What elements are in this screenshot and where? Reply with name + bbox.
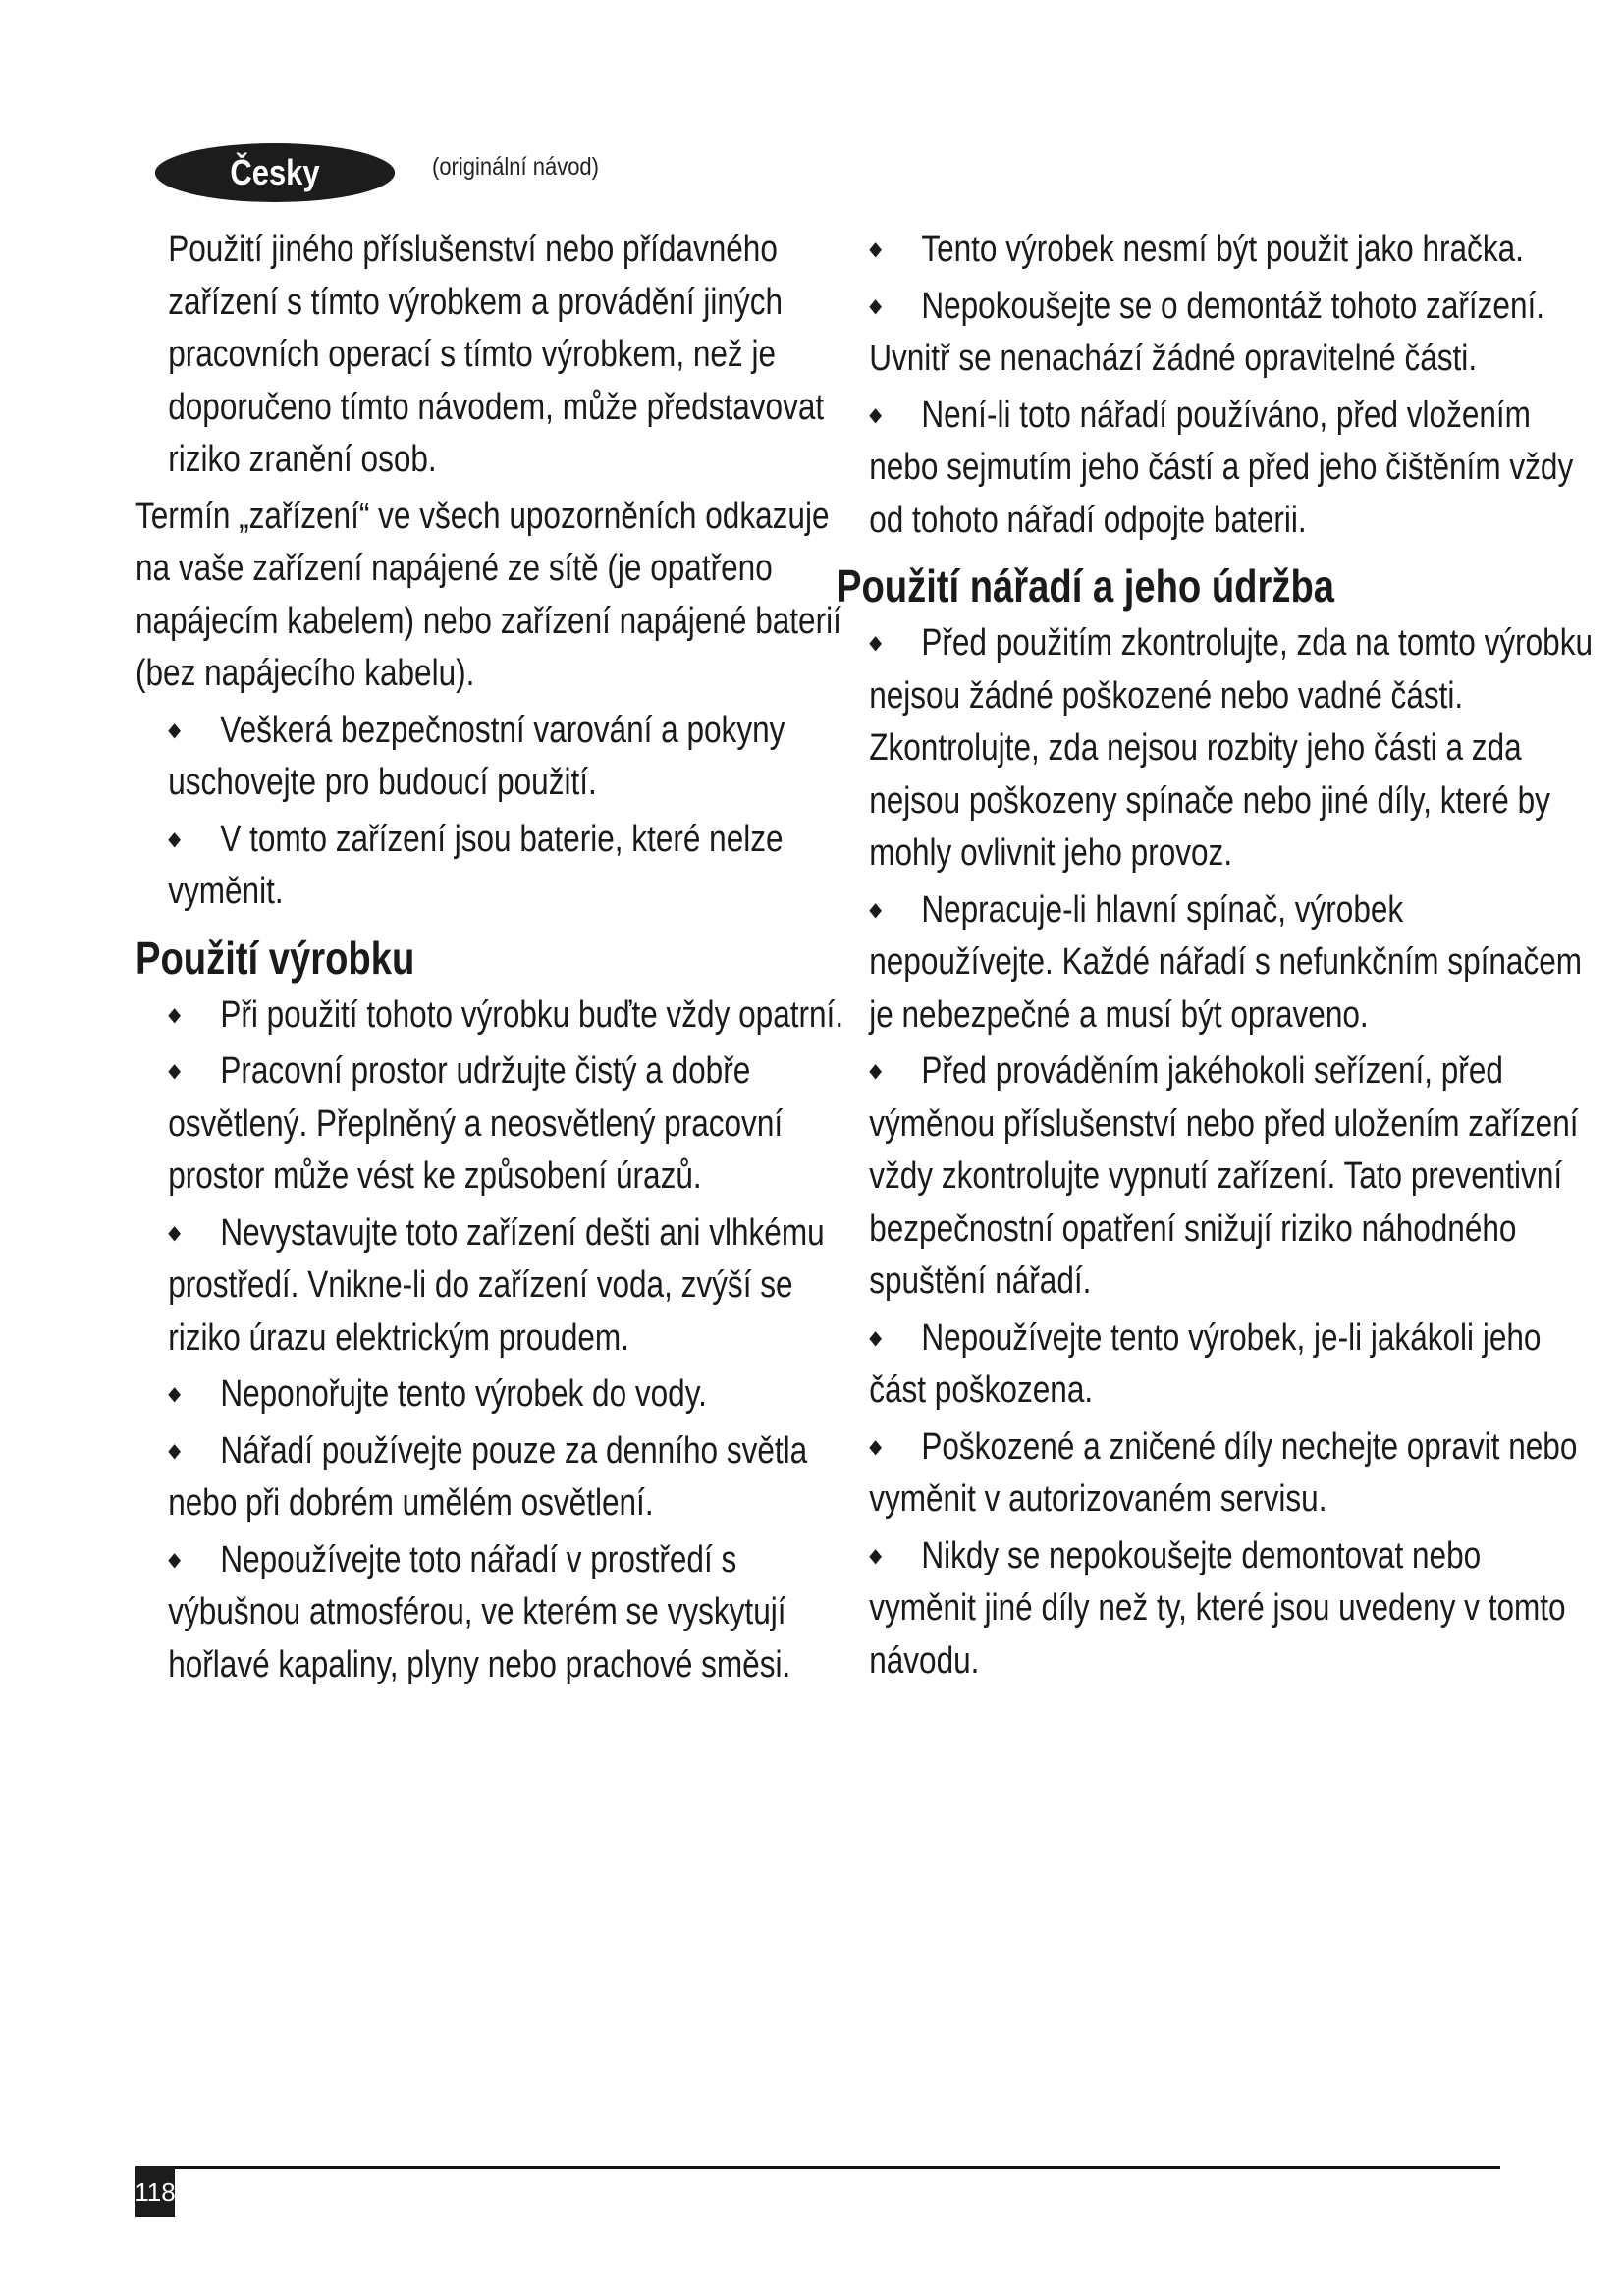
list-item: ◆ Nikdy se nepokoušejte demontovat nebo vyměnit jiné díly než ty, které jsou uvedeny v tomto návodu. [837, 1530, 1595, 1688]
right-column [837, 224, 1595, 1691]
diamond-bullet-icon: ◆ [869, 898, 882, 921]
page-number: 118 [135, 2166, 175, 2217]
list-item: ◆ Před prováděním jakéhokoli seřízení, před výměnou příslušenství nebo před uložením zařízení vždy zkontrolujte vypnutí zařízení. Tato preventivní bezpečnostní opatření snižují riziko náhodného spuštění nářadí. [837, 1045, 1595, 1308]
language-badge [155, 143, 395, 202]
diamond-bullet-icon: ◆ [168, 828, 181, 850]
diamond-bullet-icon: ◆ [869, 403, 882, 426]
list-item: ◆ Veškerá bezpečnostní varování a pokyny uschovejte pro budoucí použití. [135, 705, 844, 810]
term-paragraph: Termín „zařízení“ ve všech upozorněních odkazuje na vaše zařízení napájené ze sítě (je opatřeno napájecím kabelem) nebo zařízení napájené baterií (bez napájecího kabelu). [135, 495, 841, 694]
list-item: ◆ Tento výrobek nesmí být použit jako hračka. [837, 224, 1595, 277]
diamond-bullet-icon: ◆ [869, 1544, 882, 1567]
diamond-bullet-icon: ◆ [168, 1548, 181, 1571]
diamond-bullet-icon: ◆ [869, 294, 882, 317]
diamond-bullet-icon: ◆ [869, 1060, 882, 1082]
list-item: ◆ Nepoužívejte toto nářadí v prostředí s výbušnou atmosférou, ve kterém se vyskytují hořlavé kapaliny, plyny nebo prachové směsi. [135, 1534, 844, 1692]
diamond-bullet-icon: ◆ [168, 1060, 181, 1082]
list-item: ◆ Při použití tohoto výrobku buďte vždy opatrní. [135, 989, 844, 1042]
intro-paragraph: Použití jiného příslušenství nebo přídavného zařízení s tímto výrobkem a provádění jiných pracovních operací s tímto výrobkem, než je doporučeno tímto návodem, může představovat riziko zranění osob. [168, 229, 825, 480]
list-item: ◆ Není-li toto nářadí používáno, před vložením nebo sejmutím jeho částí a před jeho čištěním vždy od tohoto nářadí odpojte baterii. [837, 390, 1595, 548]
diamond-bullet-icon: ◆ [168, 1383, 181, 1405]
diamond-bullet-icon: ◆ [869, 239, 882, 260]
list-item: ◆ Před použitím zkontrolujte, zda na tomto výrobku nejsou žádné poškozené nebo vadné části. Zkontrolujte, zda nejsou rozbity jeho části a zda nejsou poškozeny spínače nebo jiné díly, které by mohly ovlivnit jeho provoz. [837, 617, 1595, 881]
diamond-bullet-icon: ◆ [869, 1435, 882, 1458]
list-item: ◆ V tomto zařízení jsou baterie, které nelze vyměnit. [135, 814, 844, 919]
list-item: ◆ Nevystavujte toto zařízení dešti ani vlhkému prostředí. Vnikne-li do zařízení voda, zvýší se riziko úrazu elektrickým proudem. [135, 1207, 844, 1365]
diamond-bullet-icon: ◆ [869, 1326, 882, 1349]
list-item: ◆ Pracovní prostor udržujte čistý a dobře osvětlený. Přeplněný a neosvětlený pracovní prostor může vést ke způsobení úrazů. [135, 1045, 844, 1203]
left-column [135, 224, 844, 1695]
list-item: ◆ Nepracuje-li hlavní spínač, výrobek nepoužívejte. Každé nářadí s nefunkčním spínačem je nebezpečné a musí být opraveno. [837, 884, 1595, 1042]
diamond-bullet-icon: ◆ [869, 632, 882, 654]
footer-divider [135, 2166, 1500, 2169]
diamond-bullet-icon: ◆ [168, 719, 181, 741]
list-item: ◆ Nářadí používejte pouze za denního světla nebo při dobrém umělém osvětlení. [135, 1425, 844, 1530]
document-subtitle: (originální návod) [432, 153, 599, 181]
list-item: ◆ Poškozené a zničené díly nechejte opravit nebo vyměnit v autorizovaném servisu. [837, 1421, 1595, 1526]
diamond-bullet-icon: ◆ [168, 1003, 181, 1026]
section-heading: Použití nářadí a jeho údržba [837, 561, 1335, 612]
list-item: ◆ Neponořujte tento výrobek do vody. [135, 1368, 844, 1421]
list-item: ◆ Nepoužívejte tento výrobek, je-li jakákoli jeho část poškozena. [837, 1312, 1595, 1417]
language-label: Česky [230, 152, 320, 192]
list-item: ◆ Nepokoušejte se o demontáž tohoto zařízení. Uvnitř se nenachází žádné opravitelné části. [837, 281, 1595, 386]
diamond-bullet-icon: ◆ [168, 1221, 181, 1244]
diamond-bullet-icon: ◆ [168, 1439, 181, 1462]
section-heading: Použití výrobku [135, 932, 415, 984]
